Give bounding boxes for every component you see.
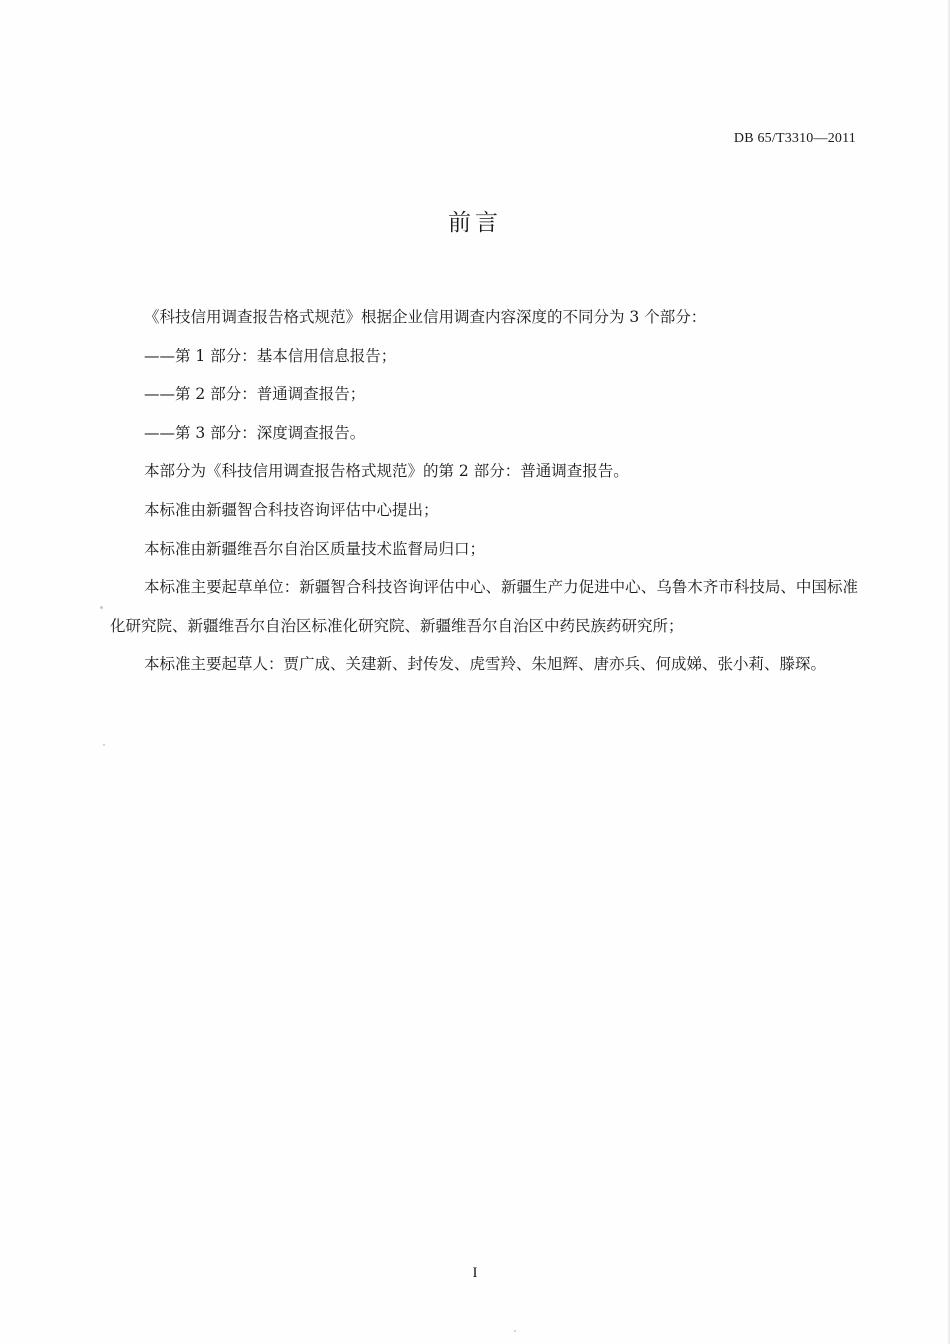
- page-number: I: [472, 1265, 478, 1281]
- foreword-body: [110, 298, 858, 684]
- paragraph-this-part: 本部分为《科技信用调查报告格式规范》的第 2 部分：普通调查报告。: [144, 462, 629, 481]
- paragraph-intro: 《科技信用调查报告格式规范》根据企业信用调查内容深度的不同分为 3 个部分：: [144, 308, 707, 326]
- document-code: DB 65/T3310—2011: [733, 131, 856, 146]
- paragraph-drafters: 本标准主要起草人：贾广成、关建新、封传发、虎雪羚、朱旭辉、唐亦兵、何成娣、张小莉、滕琛。: [144, 655, 827, 674]
- page-title: 前言: [448, 210, 502, 236]
- scan-speck: [514, 1330, 516, 1332]
- scan-speck: [103, 744, 105, 746]
- paragraph-part-3: ——第 3 部分：深度调查报告。: [144, 423, 366, 442]
- scan-speck: [100, 606, 103, 609]
- paragraph-drafting-units: 本标准主要起草单位：新疆智合科技咨询评估中心、新疆生产力促进中心、乌鲁木齐市科技局、中国标准化研究院、新疆维吾尔自治区标准化研究院、新疆维吾尔自治区中药民族药研究所；: [110, 578, 858, 635]
- paragraph-part-2: ——第 2 部分：普通调查报告；: [144, 385, 366, 404]
- paragraph-proposer: 本标准由新疆智合科技咨询评估中心提出；: [144, 500, 439, 519]
- paragraph-administrator: 本标准由新疆维吾尔自治区质量技术监督局归口；: [144, 539, 486, 558]
- paragraph-part-1: ——第 1 部分：基本信用信息报告；: [144, 346, 397, 365]
